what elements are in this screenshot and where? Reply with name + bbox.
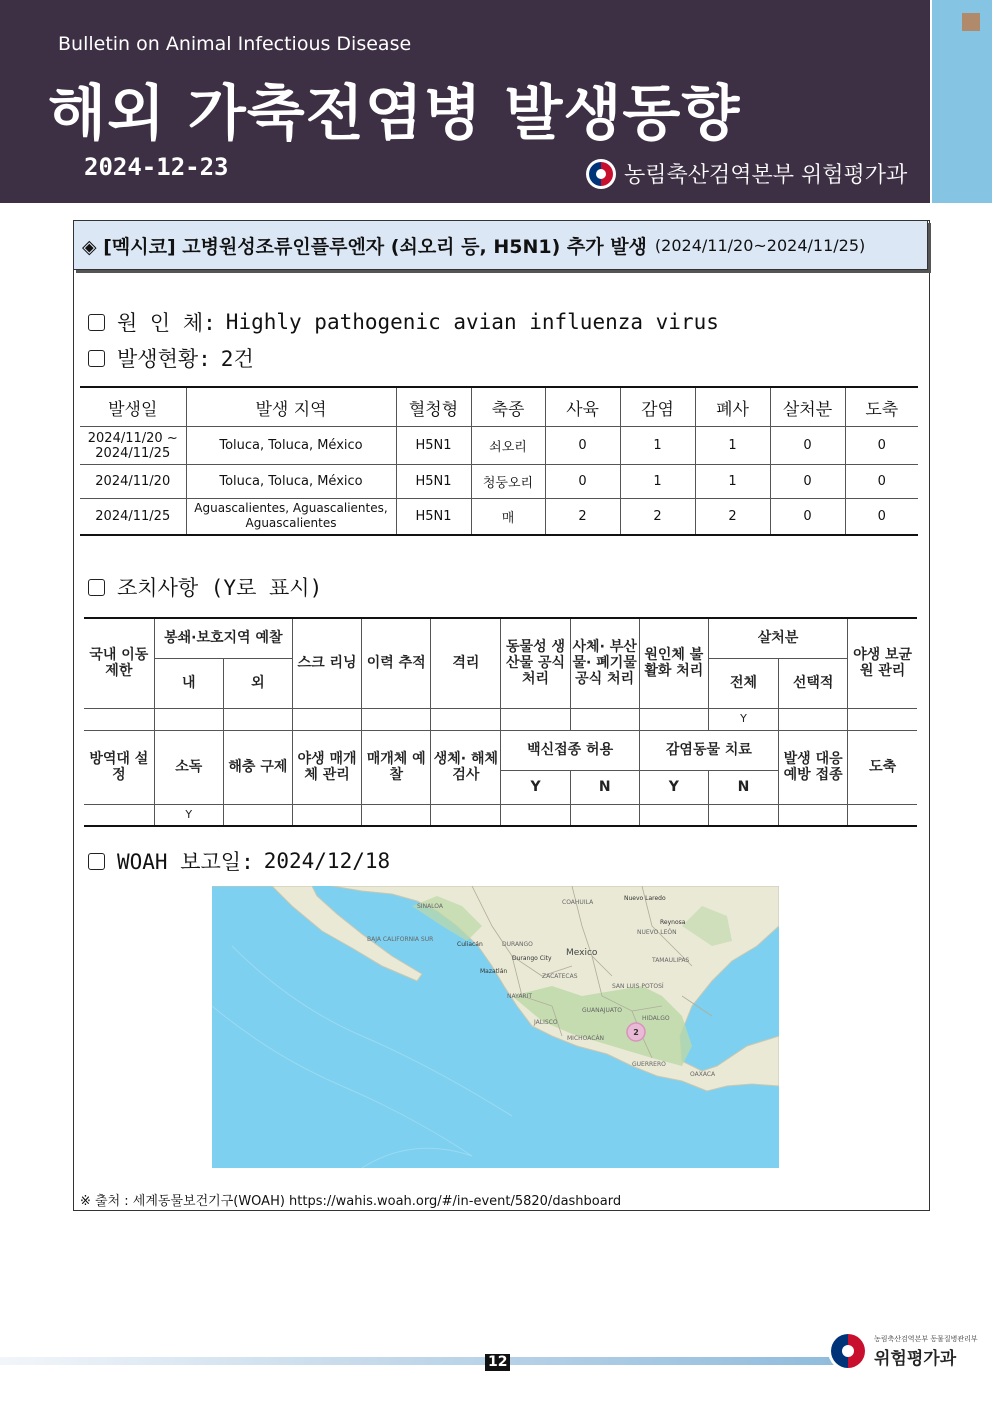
measure-header: 봉쇄·보호지역 예찰 xyxy=(154,618,292,658)
measure-subheader: 선택적 xyxy=(779,658,848,708)
table-cell: 청둥오리 xyxy=(471,465,545,499)
cluster-count: 2 xyxy=(633,1028,639,1037)
table-cell: 0 xyxy=(770,465,845,499)
mark-cell xyxy=(362,708,431,730)
measure-header: 격리 xyxy=(431,618,501,708)
measure-header: 발생 대응 예방 접종 xyxy=(779,730,848,804)
table-cell: 2 xyxy=(545,499,620,535)
measures-label: 조치사항 (Y로 표시) xyxy=(117,576,323,600)
table-cell: 1 xyxy=(620,465,695,499)
checkbox-square-icon xyxy=(88,579,105,596)
map-label: MICHOACÁN xyxy=(567,1035,605,1042)
table-cell: H5N1 xyxy=(396,465,471,499)
status-value: 2건 xyxy=(220,347,254,371)
mark-cell xyxy=(84,804,154,826)
table-row xyxy=(80,465,918,499)
map-label: COAHUILA xyxy=(562,899,594,906)
measure-header: 살처분 xyxy=(708,618,847,658)
checkbox-square-icon xyxy=(88,350,105,367)
report-title: ◈ [멕시코] 고병원성조류인플루엔자 (쇠오리 등, H5N1) 추가 발생 xyxy=(82,235,647,258)
measure-header: 도축 xyxy=(848,730,917,804)
mark-cell: Y xyxy=(154,804,223,826)
bulletin-date: 2024-12-23 xyxy=(84,153,229,181)
government-emblem-icon xyxy=(586,159,616,189)
mark-cell xyxy=(223,708,292,730)
map-label: TAMAULIPAS xyxy=(652,957,690,964)
table-cell: 0 xyxy=(770,427,845,465)
outbreak-map[interactable] xyxy=(212,886,779,1168)
measures-header-row xyxy=(84,730,917,770)
mark-cell xyxy=(570,804,639,826)
table-cell: 0 xyxy=(770,499,845,535)
table-cell: Aguascalientes, Aguascalientes, Aguascalientes xyxy=(186,499,396,535)
col-header: 감염 xyxy=(620,387,695,427)
measure-header: 백신접종 허용 xyxy=(501,730,639,770)
woah-date: 2024/12/18 xyxy=(263,849,391,873)
mark-cell xyxy=(292,804,361,826)
measure-header: 해충 구제 xyxy=(223,730,292,804)
mark-cell xyxy=(362,804,431,826)
table-cell: 0 xyxy=(545,465,620,499)
pathogen-value: Highly pathogenic avian influenza virus xyxy=(225,310,719,334)
mark-cell xyxy=(223,804,292,826)
map-label: Mazatlán xyxy=(480,968,508,975)
mark-cell xyxy=(848,804,917,826)
footer-logo xyxy=(828,1331,978,1371)
table-cell: H5N1 xyxy=(396,427,471,465)
table-row xyxy=(80,499,918,535)
map-label: NUEVO LEÓN xyxy=(637,929,677,936)
map-label: SINALOA xyxy=(417,903,444,910)
header-banner xyxy=(0,0,930,203)
table-cell: Toluca, Toluca, México xyxy=(186,465,396,499)
mark-cell xyxy=(431,804,501,826)
measures-header-row xyxy=(84,618,917,658)
map-label: GUERRERO xyxy=(632,1061,666,1068)
mark-cell xyxy=(708,804,778,826)
map-label: Nuevo Laredo xyxy=(624,895,666,902)
table-cell: 0 xyxy=(545,427,620,465)
col-header: 사육 xyxy=(545,387,620,427)
table-cell: 1 xyxy=(695,465,770,499)
map-label: NAYARIT xyxy=(507,993,533,1000)
measures-mark-row xyxy=(84,804,917,826)
measure-header: 방역대 설정 xyxy=(84,730,154,804)
col-header: 발생 지역 xyxy=(186,387,396,427)
map-label: DURANGO xyxy=(502,941,533,948)
status-label: 발생현황: xyxy=(117,347,211,371)
measure-header: 야생 매개체 관리 xyxy=(292,730,361,804)
map-label: Reynosa xyxy=(660,919,686,926)
map-svg xyxy=(212,886,779,1168)
page-number: 12 xyxy=(485,1354,510,1371)
map-label: SAN LUIS POTOSÍ xyxy=(612,983,664,990)
table-cell: 0 xyxy=(845,427,918,465)
mark-cell xyxy=(84,708,154,730)
bulletin-subtitle: Bulletin on Animal Infectious Disease xyxy=(58,33,412,55)
map-label: JALISCO xyxy=(534,1019,558,1026)
table-row xyxy=(80,427,918,465)
checkbox-square-icon xyxy=(88,314,105,331)
woah-line xyxy=(88,846,390,876)
mark-cell: Y xyxy=(708,708,778,730)
measure-header: 소독 xyxy=(154,730,223,804)
measure-subheader: 외 xyxy=(223,658,292,708)
table-cell: 매 xyxy=(471,499,545,535)
col-header: 축종 xyxy=(471,387,545,427)
table-cell: 2024/11/20 ~ 2024/11/25 xyxy=(80,427,186,465)
map-label: GUANAJUATO xyxy=(582,1007,622,1014)
measure-subheader: 전체 xyxy=(708,658,778,708)
mark-cell xyxy=(639,708,708,730)
mark-cell xyxy=(154,708,223,730)
mark-cell xyxy=(639,804,708,826)
table-cell: 2024/11/20 xyxy=(80,465,186,499)
measure-header: 이력 추적 xyxy=(362,618,431,708)
table-cell: 쇠오리 xyxy=(471,427,545,465)
government-emblem-icon xyxy=(828,1331,868,1371)
measures-line xyxy=(88,572,322,602)
footer-org-small: 농림축산검역본부 동물질병관리부 xyxy=(874,1334,978,1343)
col-header: 폐사 xyxy=(695,387,770,427)
outbreak-table xyxy=(80,386,918,536)
measures-mark-row xyxy=(84,708,917,730)
bulletin-title: 해외 가축전염병 발생동향 xyxy=(48,79,741,149)
status-line xyxy=(88,343,254,373)
table-header-row xyxy=(80,387,918,427)
checkbox-square-icon xyxy=(88,853,105,870)
map-label: HIDALGO xyxy=(642,1015,670,1022)
header-org xyxy=(586,158,907,189)
map-label: BAJA CALIFORNIA SUR xyxy=(367,936,434,943)
table-cell: 1 xyxy=(695,427,770,465)
measure-header: 야생 보균원 관리 xyxy=(848,618,917,708)
col-header: 혈청형 xyxy=(396,387,471,427)
table-cell: 2 xyxy=(695,499,770,535)
report-period: (2024/11/20~2024/11/25) xyxy=(654,235,866,255)
footer-line xyxy=(0,1357,850,1365)
header-org-name: 농림축산검역본부 위험평가과 xyxy=(624,163,908,188)
measure-header: 원인체 불활화 처리 xyxy=(639,618,708,708)
map-label: Mexico xyxy=(566,948,598,958)
measure-header: 생체· 해체 검사 xyxy=(431,730,501,804)
pathogen-line xyxy=(88,307,719,337)
measure-header: 동물성 생산물 공식 처리 xyxy=(501,618,570,708)
mark-cell xyxy=(292,708,361,730)
measure-header: 스크 리닝 xyxy=(292,618,361,708)
col-header: 도축 xyxy=(845,387,918,427)
woah-label: WOAH 보고일: xyxy=(117,850,254,874)
measure-header: 사체· 부산물· 폐기물 공식 처리 xyxy=(570,618,639,708)
map-label: Culiacán xyxy=(457,941,483,948)
measure-header: 감염동물 치료 xyxy=(639,730,778,770)
table-cell: 0 xyxy=(845,465,918,499)
mark-cell xyxy=(848,708,917,730)
table-cell: H5N1 xyxy=(396,499,471,535)
pathogen-label: 원 인 체: xyxy=(117,311,216,335)
table-cell: 2 xyxy=(620,499,695,535)
table-cell: 1 xyxy=(620,427,695,465)
source-note: ※ 출처 : 세계동물보건기구(WOAH) https://wahis.woah.org/#/in-event/5820/dashboard xyxy=(80,1194,622,1209)
mark-cell xyxy=(570,708,639,730)
map-label: Durango City xyxy=(512,955,552,962)
col-header: 살처분 xyxy=(770,387,845,427)
mark-cell xyxy=(501,804,570,826)
measure-subheader: N xyxy=(570,770,639,804)
table-cell: 0 xyxy=(845,499,918,535)
map-label: OAXACA xyxy=(690,1071,716,1078)
header-side-accent xyxy=(932,0,992,203)
measure-header: 매개체 예찰 xyxy=(362,730,431,804)
map-label: ZACATECAS xyxy=(542,973,578,980)
measure-subheader: Y xyxy=(501,770,570,804)
col-header: 발생일 xyxy=(80,387,186,427)
measures-table xyxy=(84,617,917,827)
report-title-bar xyxy=(73,220,928,270)
mark-cell xyxy=(501,708,570,730)
measure-header: 국내 이동 제한 xyxy=(84,618,154,708)
table-cell: 2024/11/25 xyxy=(80,499,186,535)
mark-cell xyxy=(431,708,501,730)
mark-cell xyxy=(779,804,848,826)
measure-subheader: 내 xyxy=(154,658,223,708)
footer-org-big: 위험평가과 xyxy=(874,1348,957,1369)
table-cell: Toluca, Toluca, México xyxy=(186,427,396,465)
measure-subheader: N xyxy=(708,770,778,804)
mark-cell xyxy=(779,708,848,730)
accent-square-icon xyxy=(962,13,980,31)
measure-subheader: Y xyxy=(639,770,708,804)
